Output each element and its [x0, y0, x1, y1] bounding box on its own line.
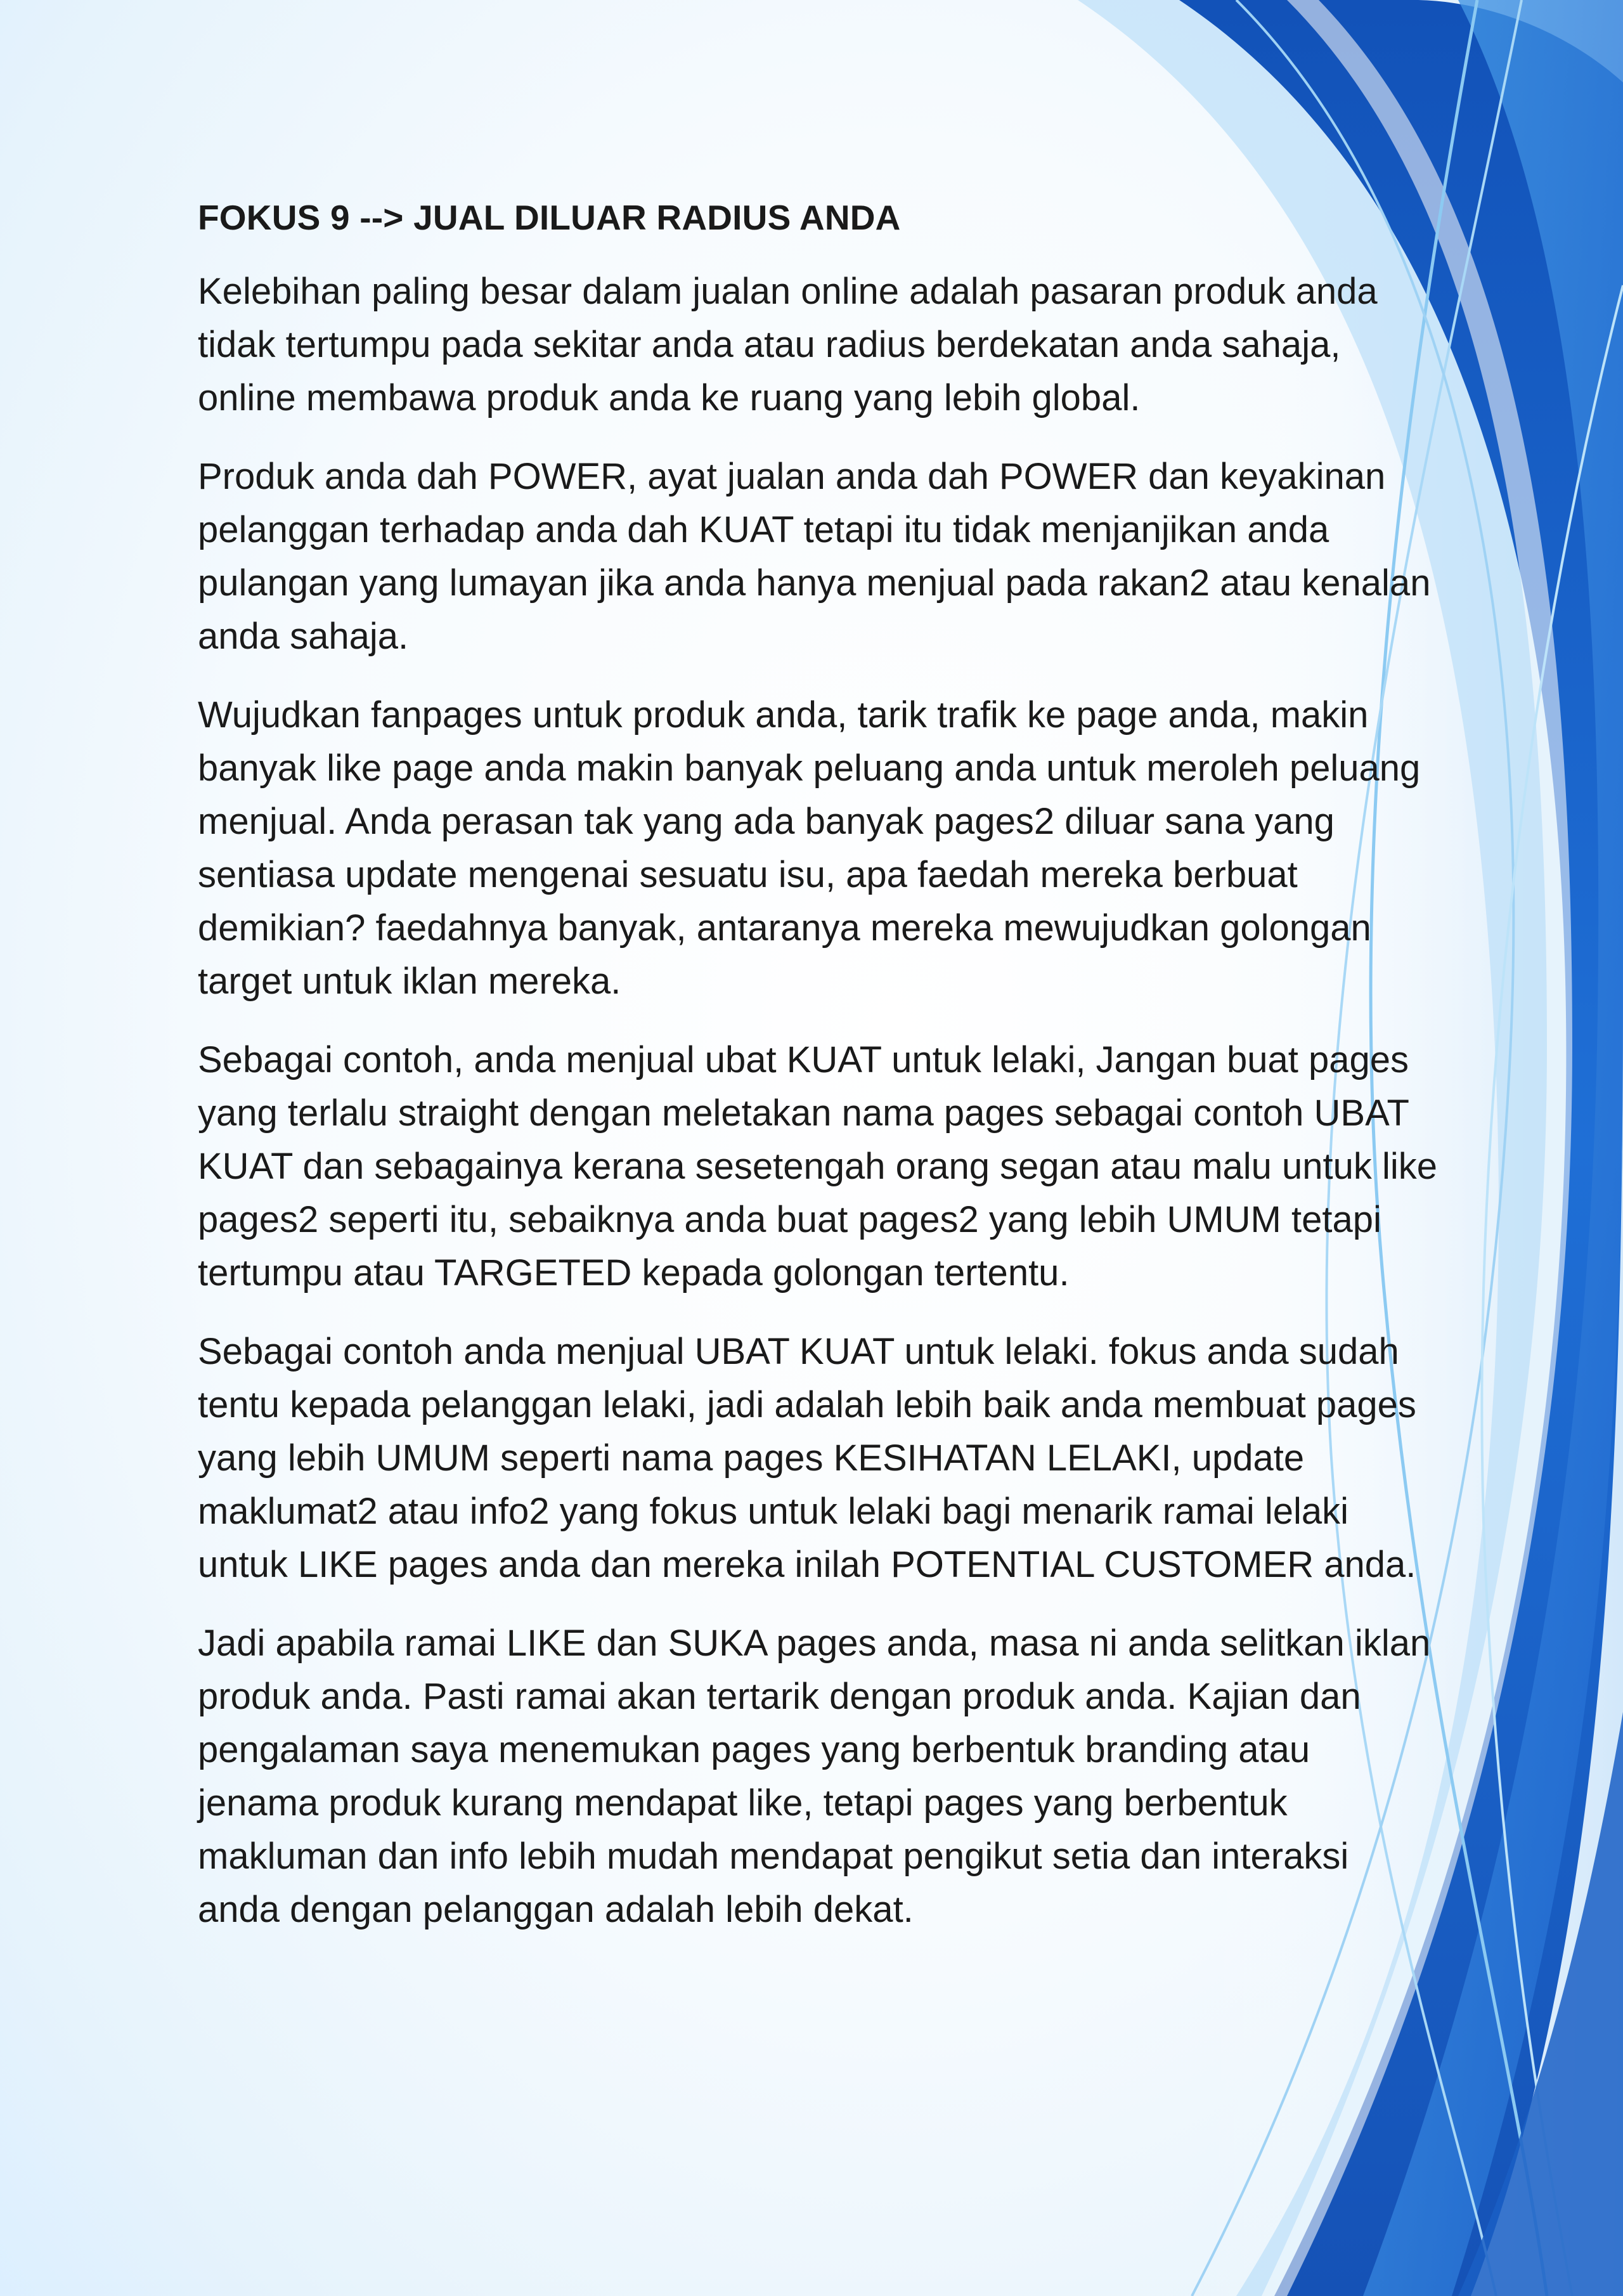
paragraph-6: Jadi apabila ramai LIKE dan SUKA pages anda, masa ni anda selitkan iklan produk anda. Pasti ramai akan tertarik dengan produk anda. Kajian dan pengalaman saya menemukan pages yang berbentuk branding atau jenama produk kurang mendapat like, tetapi pages yang berbentuk makluman dan info lebih mudah mendapat pengikut setia dan interaksi anda dengan pelanggan adalah lebih dekat.: [198, 1623, 1431, 1930]
document-heading: FOKUS 9 --> JUAL DILUAR RADIUS ANDA: [198, 198, 901, 237]
paragraph-2: Produk anda dah POWER, ayat jualan anda dah POWER dan keyakinan pelanggan terhadap anda dah KUAT tetapi itu tidak menjanjikan anda pulangan yang lumayan jika anda hanya menjual pada rakan2 atau kenalan anda sahaja.: [198, 456, 1431, 657]
paragraph-1: Kelebihan paling besar dalam jualan online adalah pasaran produk anda tidak tertumpu pada sekitar anda atau radius berdekatan anda sahaja, online membawa produk anda ke ruang yang lebih global.: [198, 271, 1378, 418]
paragraph-3: Wujudkan fanpages untuk produk anda, tarik trafik ke page anda, makin banyak like page anda makin banyak peluang anda untuk meroleh peluang menjual. Anda perasan tak yang ada banyak pages2 diluar sana yang sentiasa update mengenai sesuatu isu, apa faedah mereka berbuat demikian? faedahnya banyak, antaranya mereka mewujudkan golongan target untuk iklan mereka.: [198, 694, 1421, 1002]
document-body: [198, 197, 1440, 1962]
paragraph-4: Sebagai contoh, anda menjual ubat KUAT untuk lelaki, Jangan buat pages yang terlalu straight dengan meletakan nama pages sebagai contoh UBAT KUAT dan sebagainya kerana sesetengah orang segan atau malu untuk like pages2 seperti itu, sebaiknya anda buat pages2 yang lebih UMUM tetapi tertumpu atau TARGETED kepada golongan tertentu.: [198, 1039, 1438, 1294]
paragraph-5: Sebagai contoh anda menjual UBAT KUAT untuk lelaki. fokus anda sudah tentu kepada pelanggan lelaki, jadi adalah lebih baik anda membuat pages yang lebih UMUM seperti nama pages KESIHATAN LELAKI, update maklumat2 atau info2 yang fokus untuk lelaki bagi menarik ramai lelaki untuk LIKE pages anda dan mereka inilah POTENTIAL CUSTOMER anda.: [198, 1331, 1416, 1585]
